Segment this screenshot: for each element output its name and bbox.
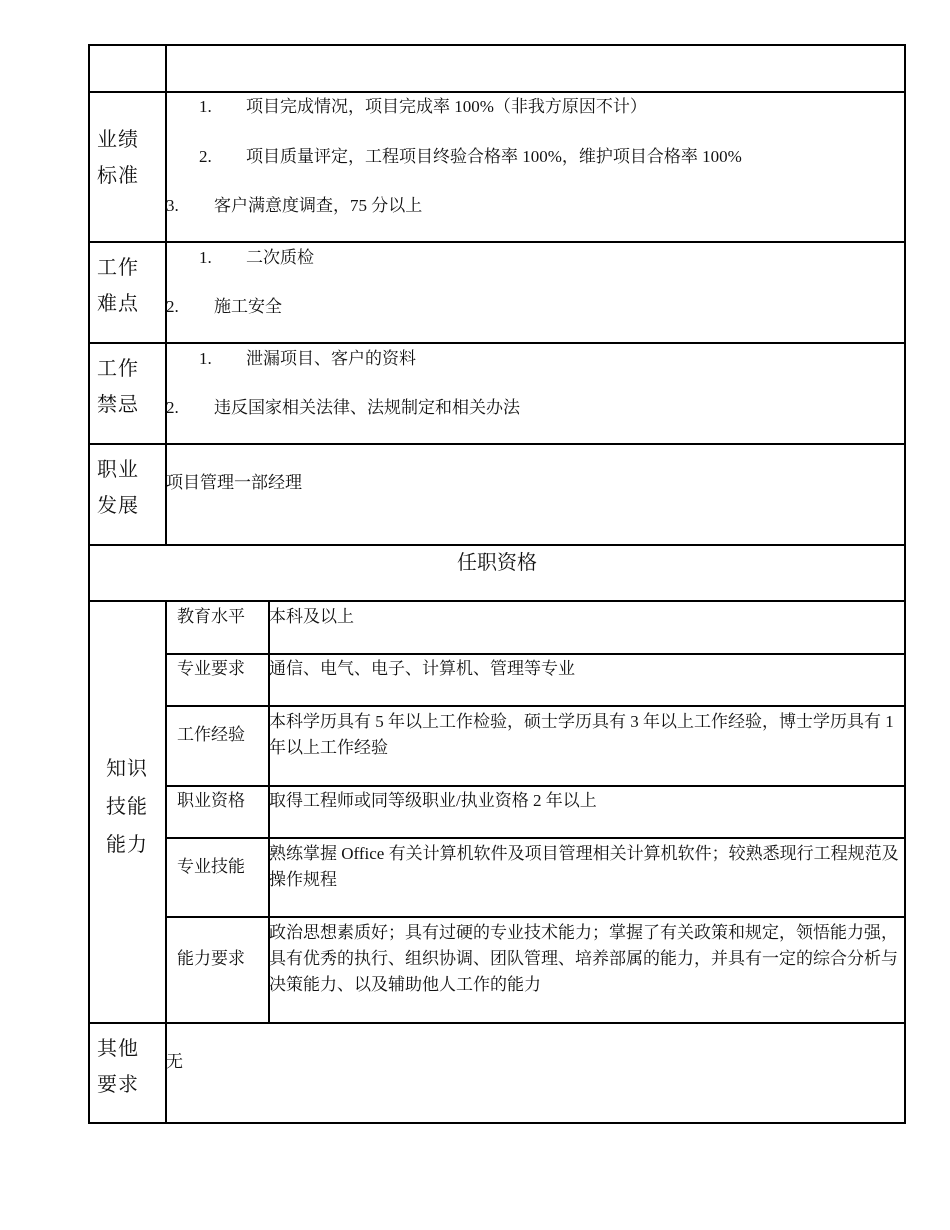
knowledge-skill-label [106, 750, 148, 864]
qualification-label: 职业资格 [177, 791, 245, 810]
difficulty-label-line1: 工作 [97, 257, 139, 279]
row-divider [166, 785, 906, 787]
list-number: 1. [199, 97, 212, 116]
career-label-line2: 发展 [97, 495, 139, 517]
qualification-value: 熟练掌握 Office 有关计算机软件及项目管理相关计算机软件；较熟悉现行工程规范及操作规程 [269, 844, 899, 889]
list-item: 项目完成情况，项目完成率 100%（非我方原因不计） [246, 97, 647, 116]
career-label-line1: 职业 [97, 459, 139, 481]
qualification-label: 能力要求 [177, 949, 245, 968]
difficulty-label [97, 250, 139, 322]
group-label-line3: 能力 [106, 834, 148, 856]
row-divider [88, 544, 906, 546]
list-number: 2. [199, 147, 212, 166]
list-number: 1. [199, 349, 212, 368]
taboo-label-line1: 工作 [97, 358, 139, 380]
list-number: 2. [166, 297, 179, 316]
list-item: 项目质量评定，工程项目终验合格率 100%，维护项目合格率 100% [246, 147, 742, 166]
performance-label [97, 122, 139, 194]
qualification-value: 取得工程师或同等级职业/执业资格 2 年以上 [269, 791, 597, 810]
row-divider [166, 653, 906, 655]
label-column-divider [165, 600, 167, 1023]
group-label-line1: 知识 [106, 758, 148, 780]
career-label [97, 452, 139, 524]
row-divider [88, 1022, 906, 1024]
row-divider [166, 705, 906, 707]
other-label-line1: 其他 [97, 1038, 139, 1060]
other-value: 无 [166, 1052, 183, 1071]
qualification-label: 专业技能 [177, 857, 245, 876]
row-divider [88, 600, 906, 602]
row-divider [88, 241, 906, 243]
row-divider [88, 443, 906, 445]
row-divider [166, 916, 906, 918]
row-divider [88, 91, 906, 93]
taboo-label [97, 351, 139, 423]
performance-label-line1: 业绩 [97, 129, 139, 151]
other-label [97, 1031, 139, 1103]
qualification-value: 通信、电气、电子、计算机、管理等专业 [269, 659, 575, 678]
list-item: 二次质检 [246, 248, 314, 267]
list-item: 施工安全 [214, 297, 282, 316]
section-title: 任职资格 [457, 552, 537, 574]
qualification-label: 工作经验 [177, 725, 245, 744]
list-number: 3. [166, 196, 179, 215]
difficulty-label-line2: 难点 [97, 293, 139, 315]
career-value: 项目管理一部经理 [166, 473, 302, 492]
qualification-value: 本科及以上 [269, 607, 354, 626]
qualification-label: 专业要求 [177, 659, 245, 678]
list-item: 泄漏项目、客户的资料 [246, 349, 416, 368]
table-border-top [88, 44, 906, 46]
qualification-value: 政治思想素质好；具有过硬的专业技术能力；掌握了有关政策和规定，领悟能力强，具有优秀的执行、组织协调、团队管理、培养部属的能力，并具有一定的综合分析与决策能力、以及辅助他人工作的能力 [269, 923, 898, 994]
taboo-label-line2: 禁忌 [97, 394, 139, 416]
qualification-value: 本科学历具有 5 年以上工作检验，硕士学历具有 3 年以上工作经验，博士学历具有 1 年以上工作经验 [269, 712, 894, 757]
table-border-left [88, 44, 90, 1123]
group-label-line2: 技能 [106, 796, 148, 818]
list-item: 违反国家相关法律、法规制定和相关办法 [214, 398, 520, 417]
table-border-right [904, 44, 906, 1123]
qualification-label: 教育水平 [177, 607, 245, 626]
row-divider [166, 837, 906, 839]
other-label-line2: 要求 [97, 1074, 139, 1096]
list-number: 1. [199, 248, 212, 267]
list-number: 2. [166, 398, 179, 417]
list-item: 客户满意度调查，75 分以上 [214, 196, 423, 215]
table-border-bottom [88, 1122, 906, 1124]
performance-label-line2: 标准 [97, 165, 139, 187]
row-divider [88, 342, 906, 344]
